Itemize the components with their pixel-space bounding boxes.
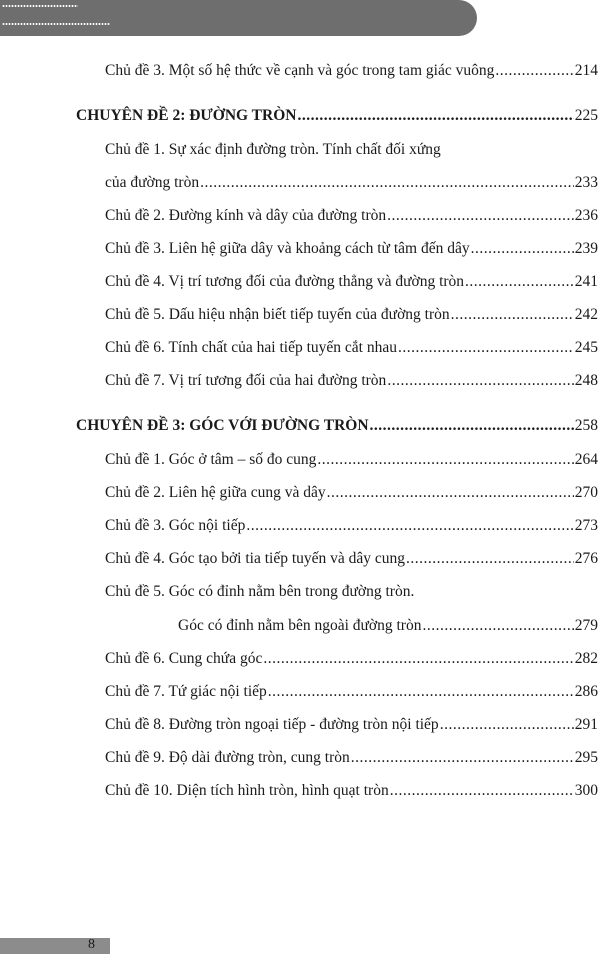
toc-entry-title: Chủ đề 2. Đường kính và dây của đường tròn	[105, 207, 387, 224]
toc-entry-page: 236	[574, 207, 598, 224]
dot-leader	[451, 305, 574, 325]
header-dots-top	[2, 4, 78, 8]
toc-entry-title: Chủ đề 10. Diện tích hình tròn, hình quạt tròn	[105, 782, 389, 799]
toc-entry-page: 242	[574, 306, 598, 323]
toc-entry[interactable]	[105, 305, 598, 325]
dot-leader	[327, 483, 574, 503]
page-number: 8	[88, 937, 95, 952]
dot-leader	[406, 549, 574, 569]
toc-entry-page: 214	[574, 62, 598, 79]
toc-entry[interactable]	[105, 649, 598, 669]
toc-entry-page: 225	[574, 107, 598, 124]
toc-entry-page: 248	[574, 372, 598, 389]
toc-entry-title: Chủ đề 3. Liên hệ giữa dây và khoảng cách từ tâm đến dây	[105, 240, 470, 257]
toc-entry-page: 286	[574, 683, 598, 700]
dot-leader	[200, 173, 574, 193]
dot-leader	[495, 61, 573, 81]
dot-leader	[440, 715, 574, 735]
toc-entry-page: 264	[574, 451, 598, 468]
dot-leader	[351, 748, 574, 768]
toc-entry-title: Chủ đề 9. Độ dài đường tròn, cung tròn	[105, 749, 350, 766]
toc-entry-title: Chủ đề 6. Cung chứa góc	[105, 650, 263, 667]
toc-entry[interactable]	[105, 371, 598, 391]
toc-entry[interactable]	[105, 173, 598, 193]
dot-leader	[387, 206, 574, 226]
toc-section-title: CHUYÊN ĐỀ 3: GÓC VỚI ĐƯỜNG TRÒN	[76, 417, 369, 434]
toc-entry-page: 270	[574, 484, 598, 501]
toc-entry-title: Chủ đề 4. Góc tạo bởi tia tiếp tuyến và dây cung	[105, 550, 406, 567]
toc-entry-page: 291	[574, 716, 598, 733]
dot-leader	[263, 649, 573, 669]
toc-entry[interactable]	[105, 549, 598, 569]
toc-entry-page: 279	[574, 617, 598, 634]
toc-entry-title-line1[interactable]: Chủ đề 5. Góc có đỉnh nằm bên trong đường tròn.	[105, 583, 415, 600]
toc-entry-title: Chủ đề 1. Góc ở tâm – số đo cung	[105, 451, 317, 468]
dot-leader	[297, 106, 573, 126]
toc-entry-page: 295	[574, 749, 598, 766]
toc-entry[interactable]	[105, 61, 598, 81]
toc-entry-page: 282	[574, 650, 598, 667]
toc-entry-title: Chủ đề 2. Liên hệ giữa cung và dây	[105, 484, 326, 501]
toc-entry-title: Chủ đề 8. Đường tròn ngoại tiếp - đường tròn nội tiếp	[105, 716, 439, 733]
toc-entry[interactable]	[105, 272, 598, 292]
toc-entry-title: Chủ đề 7. Vị trí tương đối của hai đường tròn	[105, 372, 387, 389]
toc-entry-title: Chủ đề 3. Một số hệ thức về cạnh và góc trong tam giác vuông	[105, 62, 495, 79]
toc-entry[interactable]	[105, 239, 598, 259]
toc-entry-title: Góc có đỉnh nằm bên ngoài đường tròn	[178, 617, 422, 634]
toc-entry-title: của đường tròn	[105, 174, 200, 191]
dot-leader	[387, 371, 573, 391]
toc-entry-page: 300	[574, 782, 598, 799]
header-dots-bottom	[2, 22, 110, 26]
toc-entry-page: 245	[574, 339, 598, 356]
toc-entry-title: Chủ đề 3. Góc nội tiếp	[105, 517, 246, 534]
toc-entry-page: 258	[574, 417, 598, 434]
toc-entry[interactable]	[105, 206, 598, 226]
toc-entry[interactable]	[105, 516, 598, 536]
dot-leader	[268, 682, 574, 702]
toc-section-heading[interactable]	[76, 416, 598, 436]
toc-section-heading[interactable]	[76, 106, 598, 126]
toc-entry-title: Chủ đề 6. Tính chất của hai tiếp tuyến cắt nhau	[105, 339, 397, 356]
toc-entry[interactable]	[105, 715, 598, 735]
dot-leader	[246, 516, 573, 536]
dot-leader	[370, 416, 574, 436]
toc-entry-title: Chủ đề 7. Tứ giác nội tiếp	[105, 683, 267, 700]
toc-entry-page: 241	[574, 273, 598, 290]
toc-entry-page: 233	[574, 174, 598, 191]
header-band	[0, 0, 477, 36]
toc-entry[interactable]	[105, 748, 598, 768]
toc-entry[interactable]	[105, 483, 598, 503]
toc-entry-page: 239	[574, 240, 598, 257]
toc-entry[interactable]	[178, 616, 598, 636]
toc-entry-title: Chủ đề 5. Dấu hiệu nhận biết tiếp tuyến của đường tròn	[105, 306, 450, 323]
dot-leader	[317, 450, 573, 470]
toc-entry-page: 276	[574, 550, 598, 567]
toc-entry[interactable]	[105, 450, 598, 470]
toc-entry-title-line1[interactable]: Chủ đề 1. Sự xác định đường tròn. Tính chất đối xứng	[105, 141, 441, 158]
toc-section-title: CHUYÊN ĐỀ 2: ĐƯỜNG TRÒN	[76, 107, 297, 124]
dot-leader	[398, 338, 574, 358]
dot-leader	[465, 272, 574, 292]
toc-entry[interactable]	[105, 338, 598, 358]
dot-leader	[390, 781, 574, 801]
dot-leader	[471, 239, 574, 259]
dot-leader	[422, 616, 573, 636]
toc-entry[interactable]	[105, 682, 598, 702]
toc-entry-page: 273	[574, 517, 598, 534]
toc-entry-title: Chủ đề 4. Vị trí tương đối của đường thẳng và đường tròn	[105, 273, 465, 290]
toc-entry[interactable]	[105, 781, 598, 801]
